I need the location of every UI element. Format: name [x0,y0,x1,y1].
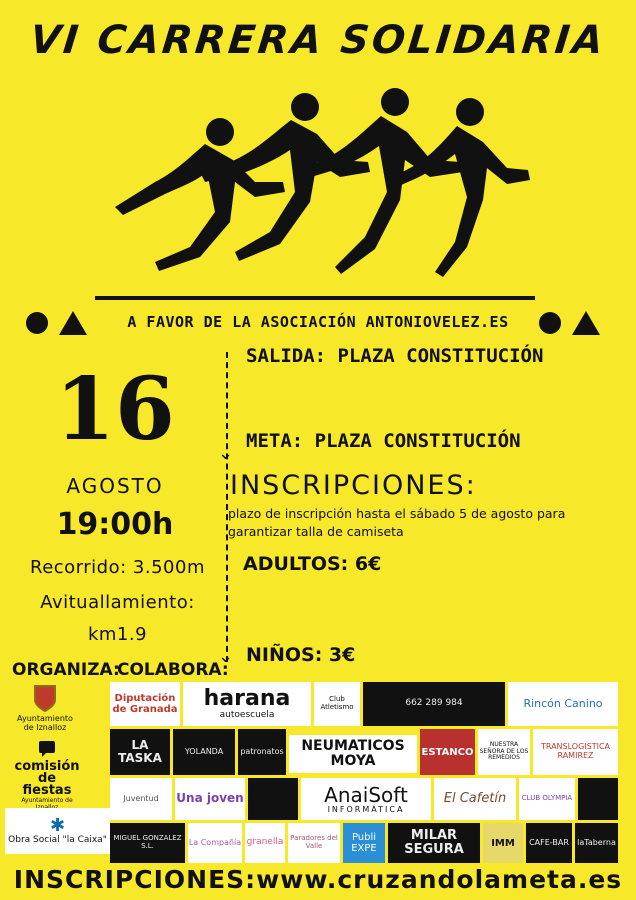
sponsor-imm: IMM [483,823,523,863]
refreshment-label: Avituallamiento: [40,592,195,613]
circle-triangle-right-icon [538,308,608,338]
registration-heading: INSCRIPCIONES: [230,470,477,501]
circle-triangle-left-icon [25,308,95,338]
sponsor-el-cafetin: El Cafetín [434,778,516,820]
arrow-down-icon: ⌄ [218,646,234,667]
sponsor-la-taberna: laTaberna [575,823,618,863]
sponsor-anaisoft: AnaiSoft INFORMÁTICA [301,778,431,820]
sponsor-cafe-bar: CAFE-BAR [526,823,572,863]
sponsor-juventud: Juventud [110,778,172,820]
sponsor-club: Club Atletismo [314,682,360,726]
organizer-logo-lacaixa: ✱ Obra Social "la Caixa" [5,808,110,854]
arrow-down-icon: ⌄ [218,443,234,464]
distance-info: Recorrido: 3.500m [30,557,205,578]
sponsor-patronatos: patronatos [238,729,286,775]
sponsor-club-olympia: CLUB OLYMPIA [519,778,575,820]
sponsor-contact: 662 289 984 [363,682,505,726]
sponsor-translogistica: TRANSLOGISTICA RAMIREZ [533,729,618,775]
sponsor-harana: harana autoescuela [183,682,311,726]
speech-bubble-icon [38,740,56,758]
coat-of-arms-icon [33,684,57,712]
sponsor-diputacion: Diputación de Granada [110,682,180,726]
sponsor-estanco: ESTANCO [420,729,475,775]
sponsor-paradores: Paradores del Valle [288,823,340,863]
sponsor-una-joven: Una joven [175,778,245,820]
sponsor-remedios: NUESTRA SEÑORA DE LOS REMEDIOS [478,729,530,775]
event-day: 16 [55,359,175,460]
collaborator-label: COLABORA: [117,660,229,680]
organizer-logo-fiestas: comisión de fiestas Ayuntamiento de [12,740,82,800]
sponsor-granella: granella [245,823,285,863]
start-location: SALIDA: PLAZA CONSTITUCIÓN [246,345,544,367]
event-time: 19:00h [56,507,174,542]
sponsor-miguel-gonzalez: MIGUEL GONZALEZ S.L. [110,823,185,863]
sponsor-la-compania: La Compañía [188,823,242,863]
registration-footer-link[interactable]: INSCRIPCIONES:www.cruzandolameta.es [13,865,623,894]
sponsor-dark-1 [248,778,298,820]
sponsor-yolanda: YOLANDA [173,729,235,775]
star-icon: ✱ [49,815,66,837]
event-month: AGOSTO [66,474,164,498]
sponsor-publi-expe: Publi EXPE [343,823,385,863]
sponsor-milar-segura: MILAR SEGURA [388,823,480,863]
sponsor-rincon-canino: Rincón Canino [508,682,618,726]
sponsor-neumaticos: NEUMATICOS MOYA [289,735,417,773]
adults-price: ADULTOS: 6€ [243,553,382,575]
refreshment-km: km1.9 [87,624,148,645]
kids-price: NIÑOS: 3€ [246,644,356,666]
poster-subtitle: A FAVOR DE LA ASOCIACIÓN ANTONIOVELEZ.ES [127,313,509,331]
poster-title: VI CARRERA SOLIDARIA [27,18,609,63]
runners-illustration [95,72,535,304]
organizer-logo-ayuntamiento: Ayuntamiento de Iznalloz [15,684,75,736]
organizer-label: ORGANIZA: [12,660,120,680]
registration-note: plazo de inscripción hasta el sábado 5 de agosto para garantizar talla de camiseta [228,506,566,539]
sponsor-la-taska: LA TASKA [110,729,170,775]
sponsor-dark-2 [578,778,618,820]
finish-location: META: PLAZA CONSTITUCIÓN [246,430,521,452]
